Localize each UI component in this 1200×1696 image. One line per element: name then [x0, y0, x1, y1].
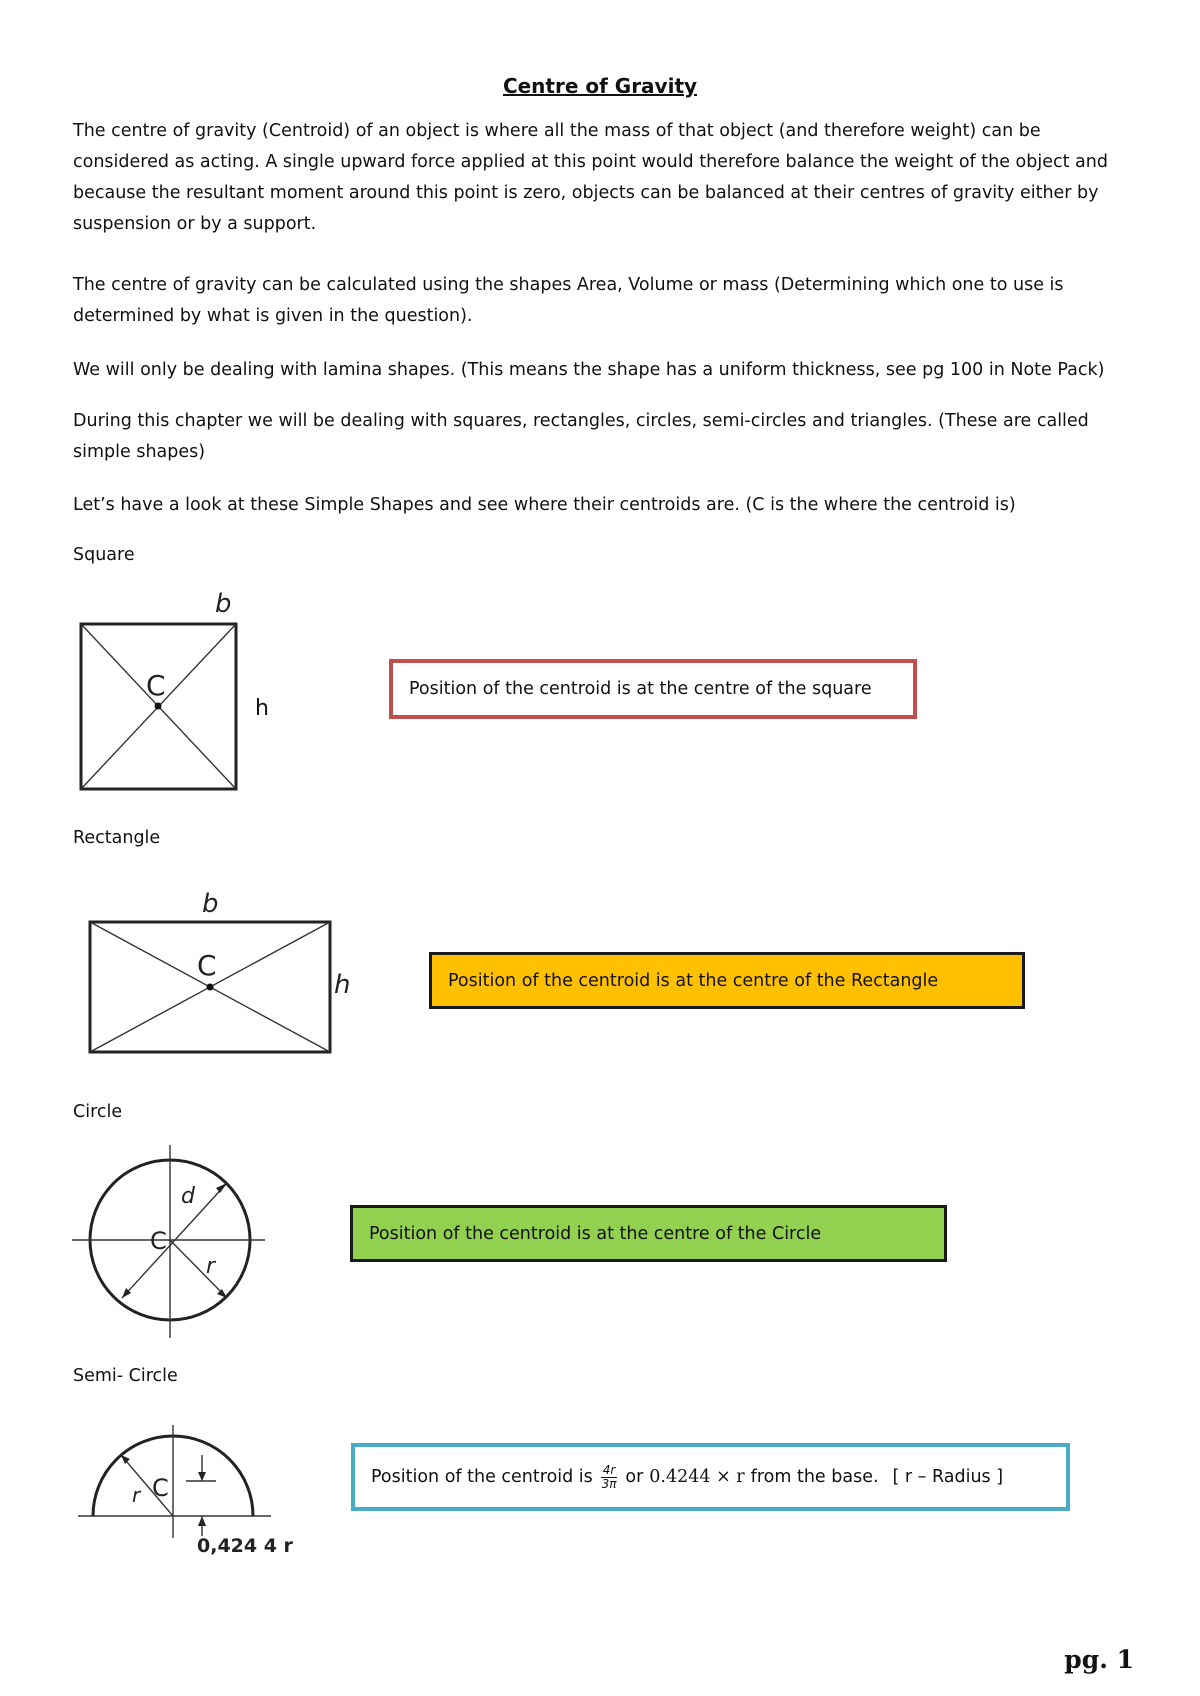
- square-b-label: b: [215, 589, 232, 619]
- calculation-paragraph: The centre of gravity can be calculated using the shapes Area, Volume or mass (Determining which one to use is determined by what is given in the question).: [73, 275, 1064, 326]
- square-h-label: h: [255, 696, 269, 721]
- circle-arrowhead: [216, 1183, 227, 1193]
- rectangle-centroid-note: [429, 952, 1025, 1009]
- page-number: pg. 1: [1064, 1645, 1134, 1674]
- rectangle-centroid-dot: [207, 984, 214, 991]
- circle-centroid-note: [350, 1205, 947, 1262]
- semicircle-note-expression: 0.4244 × r: [649, 1467, 745, 1487]
- circle-radius-line: [170, 1240, 227, 1298]
- semicircle-note-or: or: [625, 1467, 644, 1487]
- semicircle-figure: [76, 1410, 316, 1560]
- square-centroid-dot: [155, 703, 162, 710]
- square-c-label: C: [146, 669, 166, 702]
- square-figure: [70, 588, 290, 800]
- semicircle-label: Semi- Circle: [73, 1366, 178, 1386]
- fraction-numerator: 4r: [602, 1462, 616, 1477]
- shapes-paragraph: During this chapter we will be dealing with squares, rectangles, circles, semi-circles and triangles. (These are called simple shapes): [73, 411, 1089, 462]
- circle-c-label: C: [150, 1227, 167, 1255]
- circle-figure: [70, 1143, 270, 1343]
- intro-paragraph: The centre of gravity (Centroid) of an object is where all the mass of that object (and therefore weight) can be considered as acting. A single upward force applied at this point would therefore balance the weight of the object and because the resultant moment around this point is zero, objects can be balanced at their centres of gravity either by suspension or by a support.: [73, 121, 1108, 234]
- circle-arrowhead: [217, 1289, 227, 1298]
- square-note-text: Position of the centroid is at the centre of the square: [409, 679, 872, 699]
- semicircle-arrowhead: [121, 1455, 130, 1464]
- semicircle-c-label: C: [152, 1474, 169, 1502]
- rectangle-h-label: h: [334, 970, 351, 1000]
- square-centroid-note: [389, 659, 917, 719]
- circle-note-text: Position of the centroid is at the centre of the Circle: [369, 1223, 822, 1244]
- semicircle-note-radius: [ r – Radius ]: [892, 1467, 1004, 1487]
- square-label: Square: [73, 545, 135, 565]
- fraction-denominator: 3π: [601, 1476, 617, 1491]
- lamina-paragraph: We will only be dealing with lamina shapes. (This means the shape has a uniform thickness, see pg 100 in Note Pack): [73, 360, 1105, 380]
- rectangle-b-label: b: [202, 889, 219, 919]
- semicircle-arrowhead: [198, 1472, 206, 1481]
- semicircle-centroid-note: [351, 1443, 1070, 1511]
- semicircle-note-prefix: Position of the centroid is: [371, 1467, 593, 1487]
- semicircle-fraction: [601, 1464, 618, 1491]
- semicircle-note-suffix: from the base.: [750, 1467, 879, 1487]
- circle-r-label: r: [206, 1254, 216, 1279]
- rectangle-label: Rectangle: [73, 828, 161, 848]
- page-title: Centre of Gravity: [502, 74, 698, 98]
- semicircle-r-label: r: [132, 1483, 141, 1507]
- semicircle-dimension-label: 0,424 4 r: [197, 1535, 293, 1557]
- circle-d-label: d: [181, 1184, 195, 1209]
- centroids-paragraph: Let’s have a look at these Simple Shapes and see where their centroids are. (C is the where the centroid is): [73, 495, 1016, 515]
- rectangle-note-text: Position of the centroid is at the centre of the Rectangle: [448, 970, 939, 991]
- circle-label: Circle: [73, 1102, 123, 1122]
- rectangle-figure: [80, 880, 360, 1055]
- rectangle-c-label: C: [197, 949, 217, 982]
